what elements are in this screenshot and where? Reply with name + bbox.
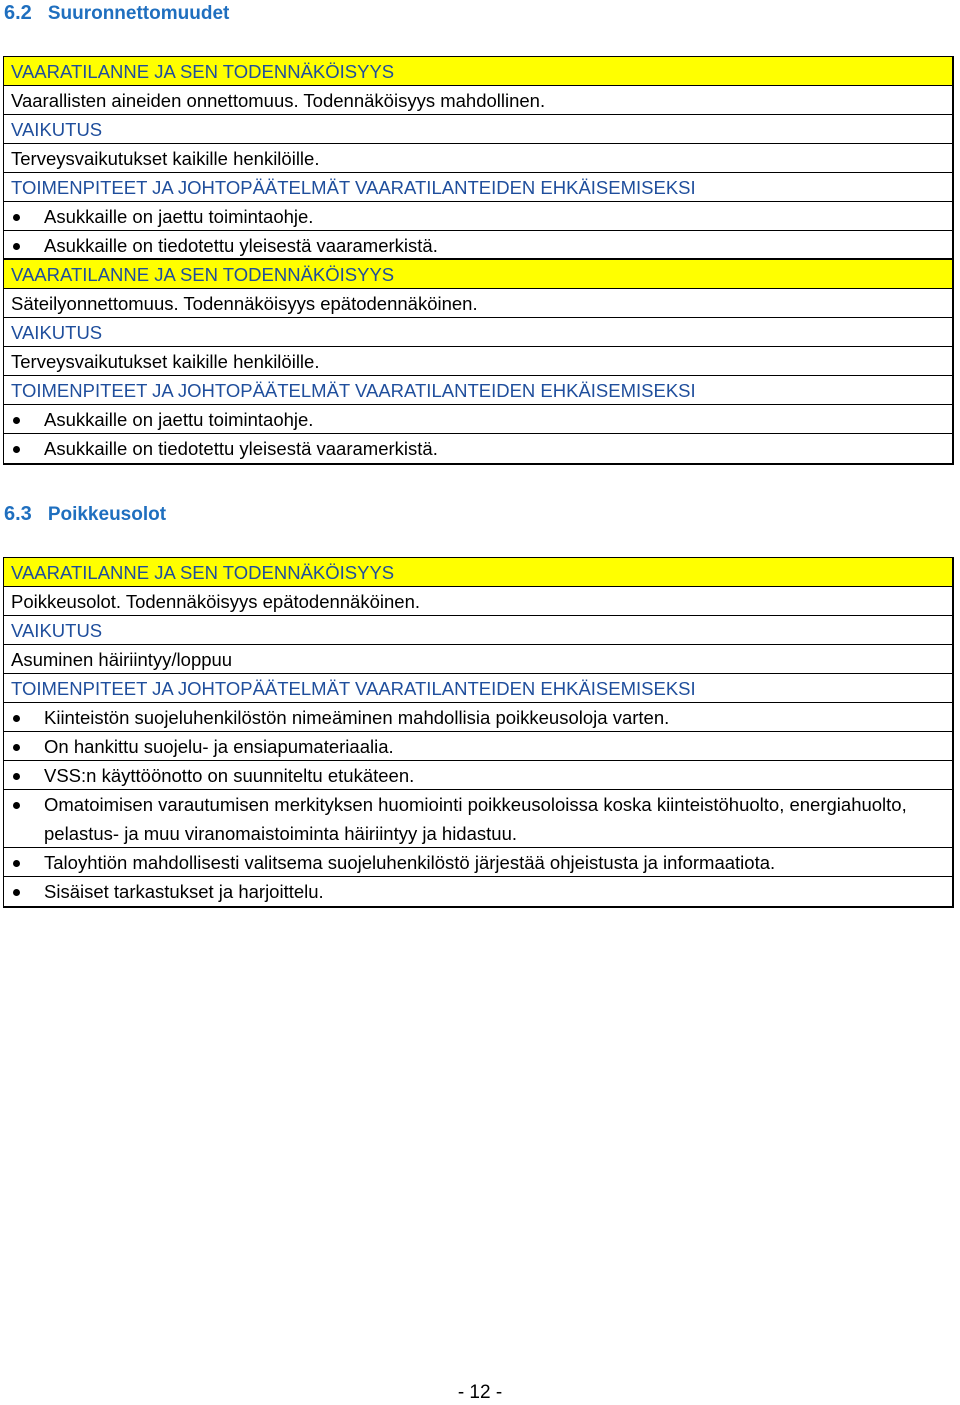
- risk-text-row: [4, 289, 952, 318]
- list-item-text: Taloyhtiön mahdollisesti valitsema suojeluhenkilöstö järjestää ohjeistusta ja informaatiota.: [44, 852, 776, 873]
- risk-text: Vaarallisten aineiden onnettomuus. Todennäköisyys mahdollinen.: [11, 90, 546, 111]
- bullet-icon: [13, 446, 20, 453]
- list-item-text: Asukkaille on jaettu toimintaohje.: [44, 206, 314, 227]
- page-number: - 12 -: [457, 1382, 503, 1403]
- risk-text-row: [4, 587, 952, 616]
- effect-label: VAIKUTUS: [11, 620, 103, 641]
- section-title: Poikkeusolot: [47, 504, 167, 525]
- bullet-icon: [13, 744, 20, 751]
- risk-text: Säteilyonnettomuus. Todennäköisyys epätodennäköinen.: [11, 293, 478, 314]
- effect-text-row: [4, 347, 952, 376]
- section-number: 6.2: [4, 2, 32, 24]
- measures-label-row: [4, 376, 952, 405]
- list-item: [4, 231, 952, 260]
- list-item-text: VSS:n käyttöönotto on suunniteltu etukäteen.: [44, 765, 415, 786]
- list-item: [4, 703, 952, 732]
- bullet-icon: [13, 243, 20, 250]
- list-item: [4, 202, 952, 231]
- list-item-text: Asukkaille on tiedotettu yleisestä vaaramerkistä.: [44, 235, 438, 256]
- list-item: [4, 790, 952, 848]
- risk-table-6-3: [3, 557, 954, 908]
- list-item: [4, 434, 952, 463]
- measures-label: TOIMENPITEET JA JOHTOPÄÄTELMÄT VAARATILANTEIDEN EHKÄISEMISEKSI: [11, 177, 696, 198]
- list-item: [4, 877, 952, 906]
- risk-text-row: [4, 86, 952, 115]
- effect-text: Asuminen häiriintyy/loppuu: [11, 649, 233, 670]
- list-item: [4, 848, 952, 877]
- risk-label: VAARATILANNE JA SEN TODENNÄKÖISYYS: [11, 61, 395, 82]
- risk-label-row: [4, 57, 952, 86]
- effect-text-row: [4, 144, 952, 173]
- measures-label-row: [4, 674, 952, 703]
- effect-label: VAIKUTUS: [11, 119, 103, 140]
- risk-text: Poikkeusolot. Todennäköisyys epätodennäköinen.: [11, 591, 421, 612]
- section-title: Suuronnettomuudet: [47, 3, 230, 24]
- measures-label: TOIMENPITEET JA JOHTOPÄÄTELMÄT VAARATILANTEIDEN EHKÄISEMISEKSI: [11, 678, 696, 699]
- effect-label-row: [4, 616, 952, 645]
- measures-label-row: [4, 173, 952, 202]
- bullet-icon: [13, 773, 20, 780]
- measures-label: TOIMENPITEET JA JOHTOPÄÄTELMÄT VAARATILANTEIDEN EHKÄISEMISEKSI: [11, 380, 696, 401]
- list-item: [4, 761, 952, 790]
- effect-text: Terveysvaikutukset kaikille henkilöille.: [11, 351, 320, 372]
- risk-label-row: [4, 558, 952, 587]
- section-heading-6-2: [4, 2, 229, 25]
- bullet-icon: [13, 889, 20, 896]
- list-item: [4, 732, 952, 761]
- bullet-icon: [13, 715, 20, 722]
- bullet-icon: [13, 802, 20, 809]
- effect-text: Terveysvaikutukset kaikille henkilöille.: [11, 148, 320, 169]
- risk-label: VAARATILANNE JA SEN TODENNÄKÖISYYS: [11, 562, 395, 583]
- list-item: [4, 405, 952, 434]
- list-item-text: Omatoimisen varautumisen merkityksen huomiointi poikkeusoloissa koska kiinteistöhuolto, energiahuolto, pelastus- ja muu viranomaistoiminta häiriintyy ja hidastuu.: [44, 794, 907, 844]
- effect-label: VAIKUTUS: [11, 322, 103, 343]
- bullet-icon: [13, 417, 20, 424]
- bullet-icon: [13, 860, 20, 867]
- risk-table-6-2: [3, 56, 954, 465]
- list-item-text: Sisäiset tarkastukset ja harjoittelu.: [44, 881, 324, 902]
- list-item-text: Asukkaille on tiedotettu yleisestä vaaramerkistä.: [44, 438, 438, 459]
- risk-label-row: [4, 260, 952, 289]
- list-item-text: Asukkaille on jaettu toimintaohje.: [44, 409, 314, 430]
- risk-label: VAARATILANNE JA SEN TODENNÄKÖISYYS: [11, 264, 395, 285]
- effect-label-row: [4, 115, 952, 144]
- section-number: 6.3: [4, 503, 32, 525]
- section-heading-6-3: [4, 503, 166, 526]
- effect-text-row: [4, 645, 952, 674]
- bullet-icon: [13, 214, 20, 221]
- list-item-text: On hankittu suojelu- ja ensiapumateriaalia.: [44, 736, 394, 757]
- list-item-text: Kiinteistön suojeluhenkilöstön nimeäminen mahdollisia poikkeusoloja varten.: [44, 707, 670, 728]
- effect-label-row: [4, 318, 952, 347]
